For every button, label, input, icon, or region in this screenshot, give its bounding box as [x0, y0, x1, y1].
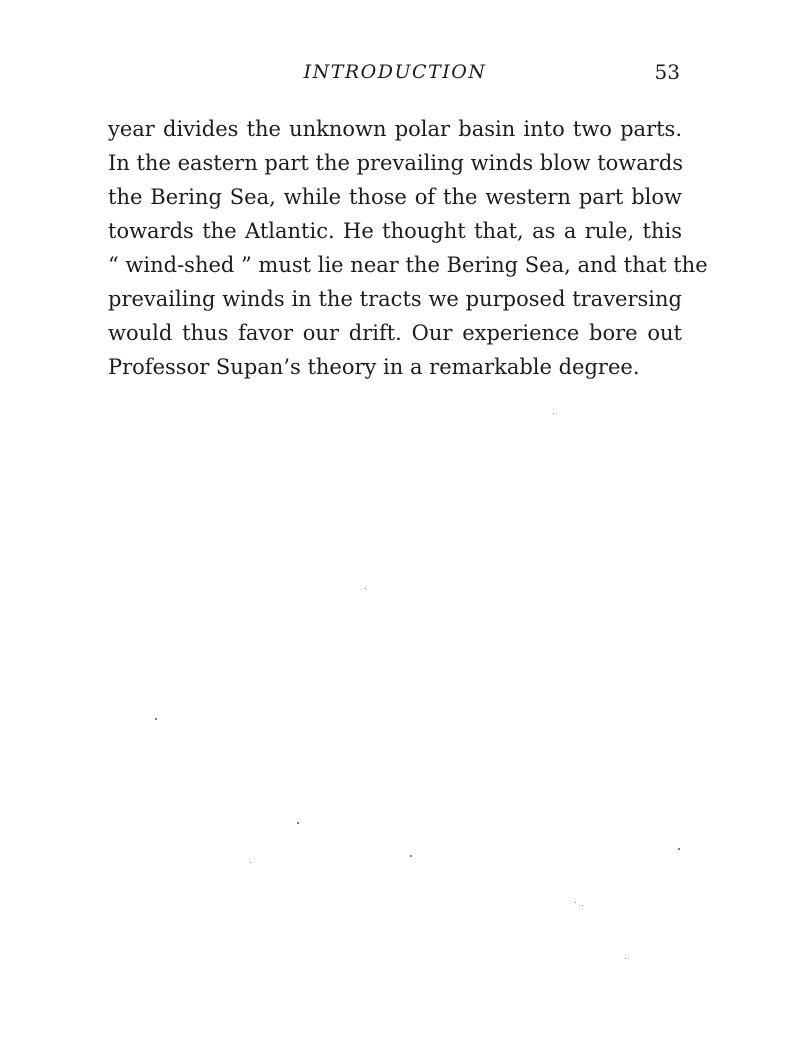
text-line: year divides the unknown polar basin into two parts. [108, 117, 682, 141]
scan-speck [678, 848, 680, 850]
scan-speck [155, 718, 157, 720]
body-paragraph [108, 112, 708, 384]
scan-speck [365, 588, 366, 589]
scan-speck [575, 902, 576, 903]
text-line: Professor Supan’s theory in a remarkable degree. [108, 355, 640, 379]
running-head [108, 58, 682, 88]
scan-speck [625, 958, 626, 959]
text-line: the Bering Sea, while those of the western part blow [108, 185, 682, 209]
text-line: towards the Atlantic. He thought that, as a rule, this [108, 219, 682, 243]
text-line: In the eastern part the prevailing winds blow towards [108, 151, 684, 175]
running-title: INTRODUCTION [303, 61, 487, 83]
text-line: “ wind-shed ” must lie near the Bering Sea, and that the [108, 253, 708, 277]
scan-speck [297, 822, 299, 824]
scan-speck [582, 905, 583, 906]
text-line: prevailing winds in the tracts we purposed traversing [108, 287, 682, 311]
scan-speck [553, 413, 554, 414]
scan-speck [410, 855, 412, 857]
text-line: would thus favor our drift. Our experience bore out [108, 321, 682, 345]
page-number: 53 [654, 60, 680, 84]
scan-speck [250, 862, 251, 863]
